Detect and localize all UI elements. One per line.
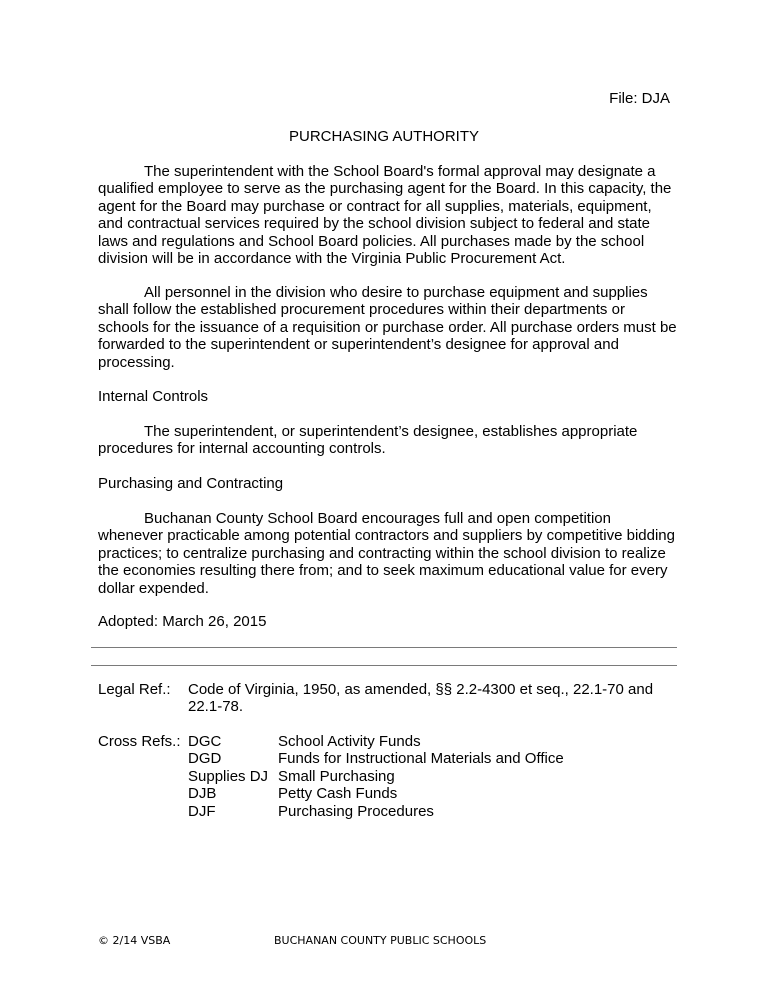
divider-line-top	[91, 647, 677, 648]
cross-ref-item	[188, 803, 678, 820]
cross-ref-code: DGD	[188, 750, 222, 768]
paragraph-purchasing-agent: The superintendent with the School Board's formal approval may designate a qualified employee to serve as the purchasing agent for the Board. In this capacity, the agent for the Board may purchase or contract for all supplies, materials, equipment, and contractual services required by the school division subject to federal and state laws and regulations and School Board policies. All purchases made by the school division will be in accordance with the Virginia Public Procurement Act.	[98, 163, 672, 268]
paragraph-procurement-procedures: All personnel in the division who desire to purchase equipment and supplies shall follow the established procurement procedures within their departments or schools for the issuance of a requisition or purchase order. All purchase orders must be forwarded to the superintendent or superintendent’s designee for approval and processing.	[98, 284, 677, 371]
legal-ref-label: Legal Ref.:	[98, 681, 171, 698]
cross-ref-item	[188, 750, 678, 767]
file-label: File: DJA	[609, 90, 670, 107]
cross-ref-code: Supplies DJ	[188, 767, 269, 785]
legal-ref-text: Code of Virginia, 1950, as amended, §§ 2.2-4300 et seq., 22.1-70 and 22.1-78.	[188, 681, 654, 716]
cross-ref-title: Funds for Instructional Materials and Office	[278, 750, 564, 768]
divider-line-bottom	[91, 665, 677, 666]
cross-ref-title: Small Purchasing	[278, 767, 395, 785]
heading-internal-controls: Internal Controls	[98, 388, 209, 405]
cross-ref-item	[188, 785, 678, 802]
page-title: PURCHASING AUTHORITY	[288, 128, 480, 145]
cross-ref-code: DJB	[188, 785, 217, 803]
cross-ref-item	[188, 768, 678, 785]
cross-ref-label: Cross Refs.:	[98, 733, 181, 750]
paragraph-competition: Buchanan County School Board encourages full and open competition whenever practicable among potential contractors and suppliers by competitive bidding practices; to centralize purchasing and contracting within the school division to realize the economies resulting there from; and to seek maximum educational value for every dollar expended.	[98, 510, 675, 597]
cross-ref-item	[188, 733, 678, 750]
cross-ref-title: Petty Cash Funds	[278, 785, 398, 803]
cross-ref-title: Purchasing Procedures	[278, 802, 434, 820]
cross-ref-code: DJF	[188, 802, 216, 820]
cross-ref-title: School Activity Funds	[278, 733, 421, 750]
paragraph-internal-controls: The superintendent, or superintendent’s designee, establishes appropriate procedures for internal accounting controls.	[98, 423, 638, 458]
adopted-date: Adopted: March 26, 2015	[98, 613, 267, 630]
cross-ref-code: DGC	[188, 733, 222, 750]
footer-copyright: © 2/14 VSBA	[98, 934, 171, 947]
footer-organization: BUCHANAN COUNTY PUBLIC SCHOOLS	[274, 934, 487, 947]
heading-purchasing-contracting: Purchasing and Contracting	[98, 475, 284, 492]
